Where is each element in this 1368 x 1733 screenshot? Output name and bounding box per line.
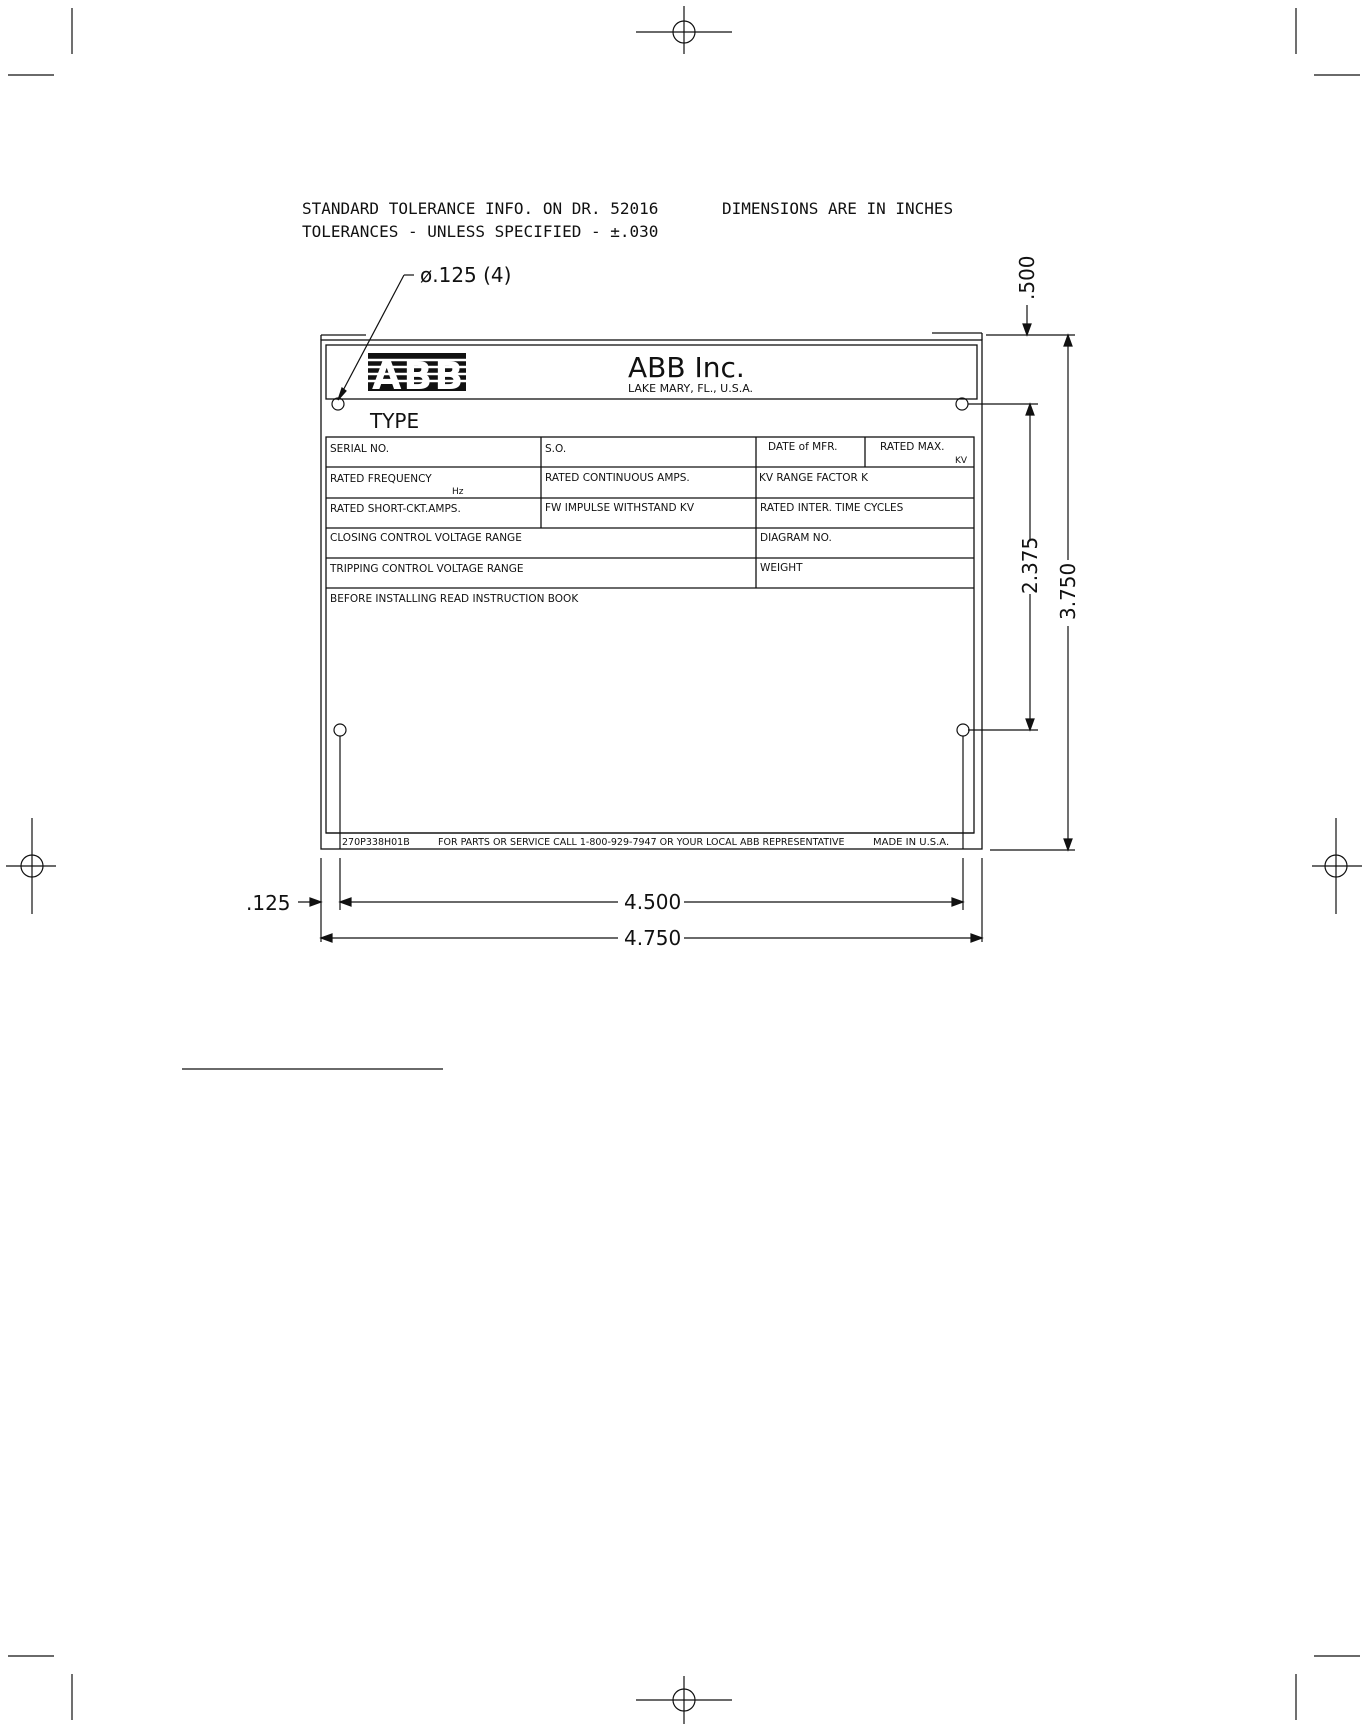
- label-so: S.O.: [545, 443, 567, 455]
- service-info: FOR PARTS OR SERVICE CALL 1-800-929-7947 OR YOUR LOCAL ABB REPRESENTATIVE: [438, 837, 845, 848]
- dim-overall-width: 4.750: [624, 926, 682, 950]
- hole-bottom-left: [334, 724, 346, 736]
- dim-top-margin: .500: [1015, 255, 1039, 300]
- dim-hole-vertical: 2.375: [1018, 536, 1042, 594]
- label-date-of-mfr: DATE of MFR.: [768, 441, 838, 453]
- dim-edge-offset: .125: [246, 891, 291, 915]
- tolerance-line-2: TOLERANCES - UNLESS SPECIFIED - ±.030: [302, 222, 659, 241]
- registration-targets: [6, 6, 1362, 1724]
- label-rated-short-ckt-amps: RATED SHORT-CKT.AMPS.: [330, 503, 461, 515]
- abb-logo-mark: [368, 353, 466, 398]
- label-rated-frequency-unit: Hz: [452, 487, 464, 497]
- label-rated-continuous-amps: RATED CONTINUOUS AMPS.: [545, 472, 690, 484]
- label-before-installing: BEFORE INSTALLING READ INSTRUCTION BOOK: [330, 593, 579, 605]
- tolerance-line-1: STANDARD TOLERANCE INFO. ON DR. 52016: [302, 199, 659, 218]
- label-rated-max: RATED MAX.: [880, 441, 945, 453]
- hole-bottom-right: [957, 724, 969, 736]
- made-in: MADE IN U.S.A.: [873, 837, 950, 848]
- footer-text: [342, 837, 949, 848]
- label-rated-max-unit: KV: [955, 456, 968, 466]
- hole-callout: ø.125 (4): [420, 263, 512, 287]
- hole-top-right: [956, 398, 968, 410]
- label-closing-control: CLOSING CONTROL VOLTAGE RANGE: [330, 532, 522, 544]
- label-fw-impulse: FW IMPULSE WITHSTAND KV: [545, 502, 694, 514]
- label-kv-range-factor: KV RANGE FACTOR K: [759, 472, 869, 484]
- footer-strip: [340, 736, 963, 849]
- label-weight: WEIGHT: [760, 562, 803, 574]
- field-grid: [326, 437, 974, 833]
- field-labels: [329, 441, 968, 605]
- label-diagram-no: DIAGRAM NO.: [760, 532, 832, 544]
- abb-logo-text: ABB: [372, 354, 466, 398]
- label-rated-frequency: RATED FREQUENCY: [330, 473, 432, 485]
- label-tripping-control: TRIPPING CONTROL VOLTAGE RANGE: [330, 563, 524, 575]
- plate-outline: [321, 333, 982, 849]
- dim-overall-height: 3.750: [1056, 562, 1080, 620]
- units-note: DIMENSIONS ARE IN INCHES: [722, 199, 954, 218]
- part-number: 270P338H01B: [342, 837, 410, 848]
- company-name: ABB Inc.: [628, 351, 745, 384]
- label-serial-no: SERIAL NO.: [330, 443, 390, 455]
- company-location: LAKE MARY, FL., U.S.A.: [628, 382, 754, 395]
- crop-marks: [8, 8, 1360, 1720]
- label-rated-inter-time: RATED INTER. TIME CYCLES: [760, 502, 904, 514]
- dim-hole-horizontal: 4.500: [624, 890, 682, 914]
- type-label: TYPE: [370, 409, 420, 433]
